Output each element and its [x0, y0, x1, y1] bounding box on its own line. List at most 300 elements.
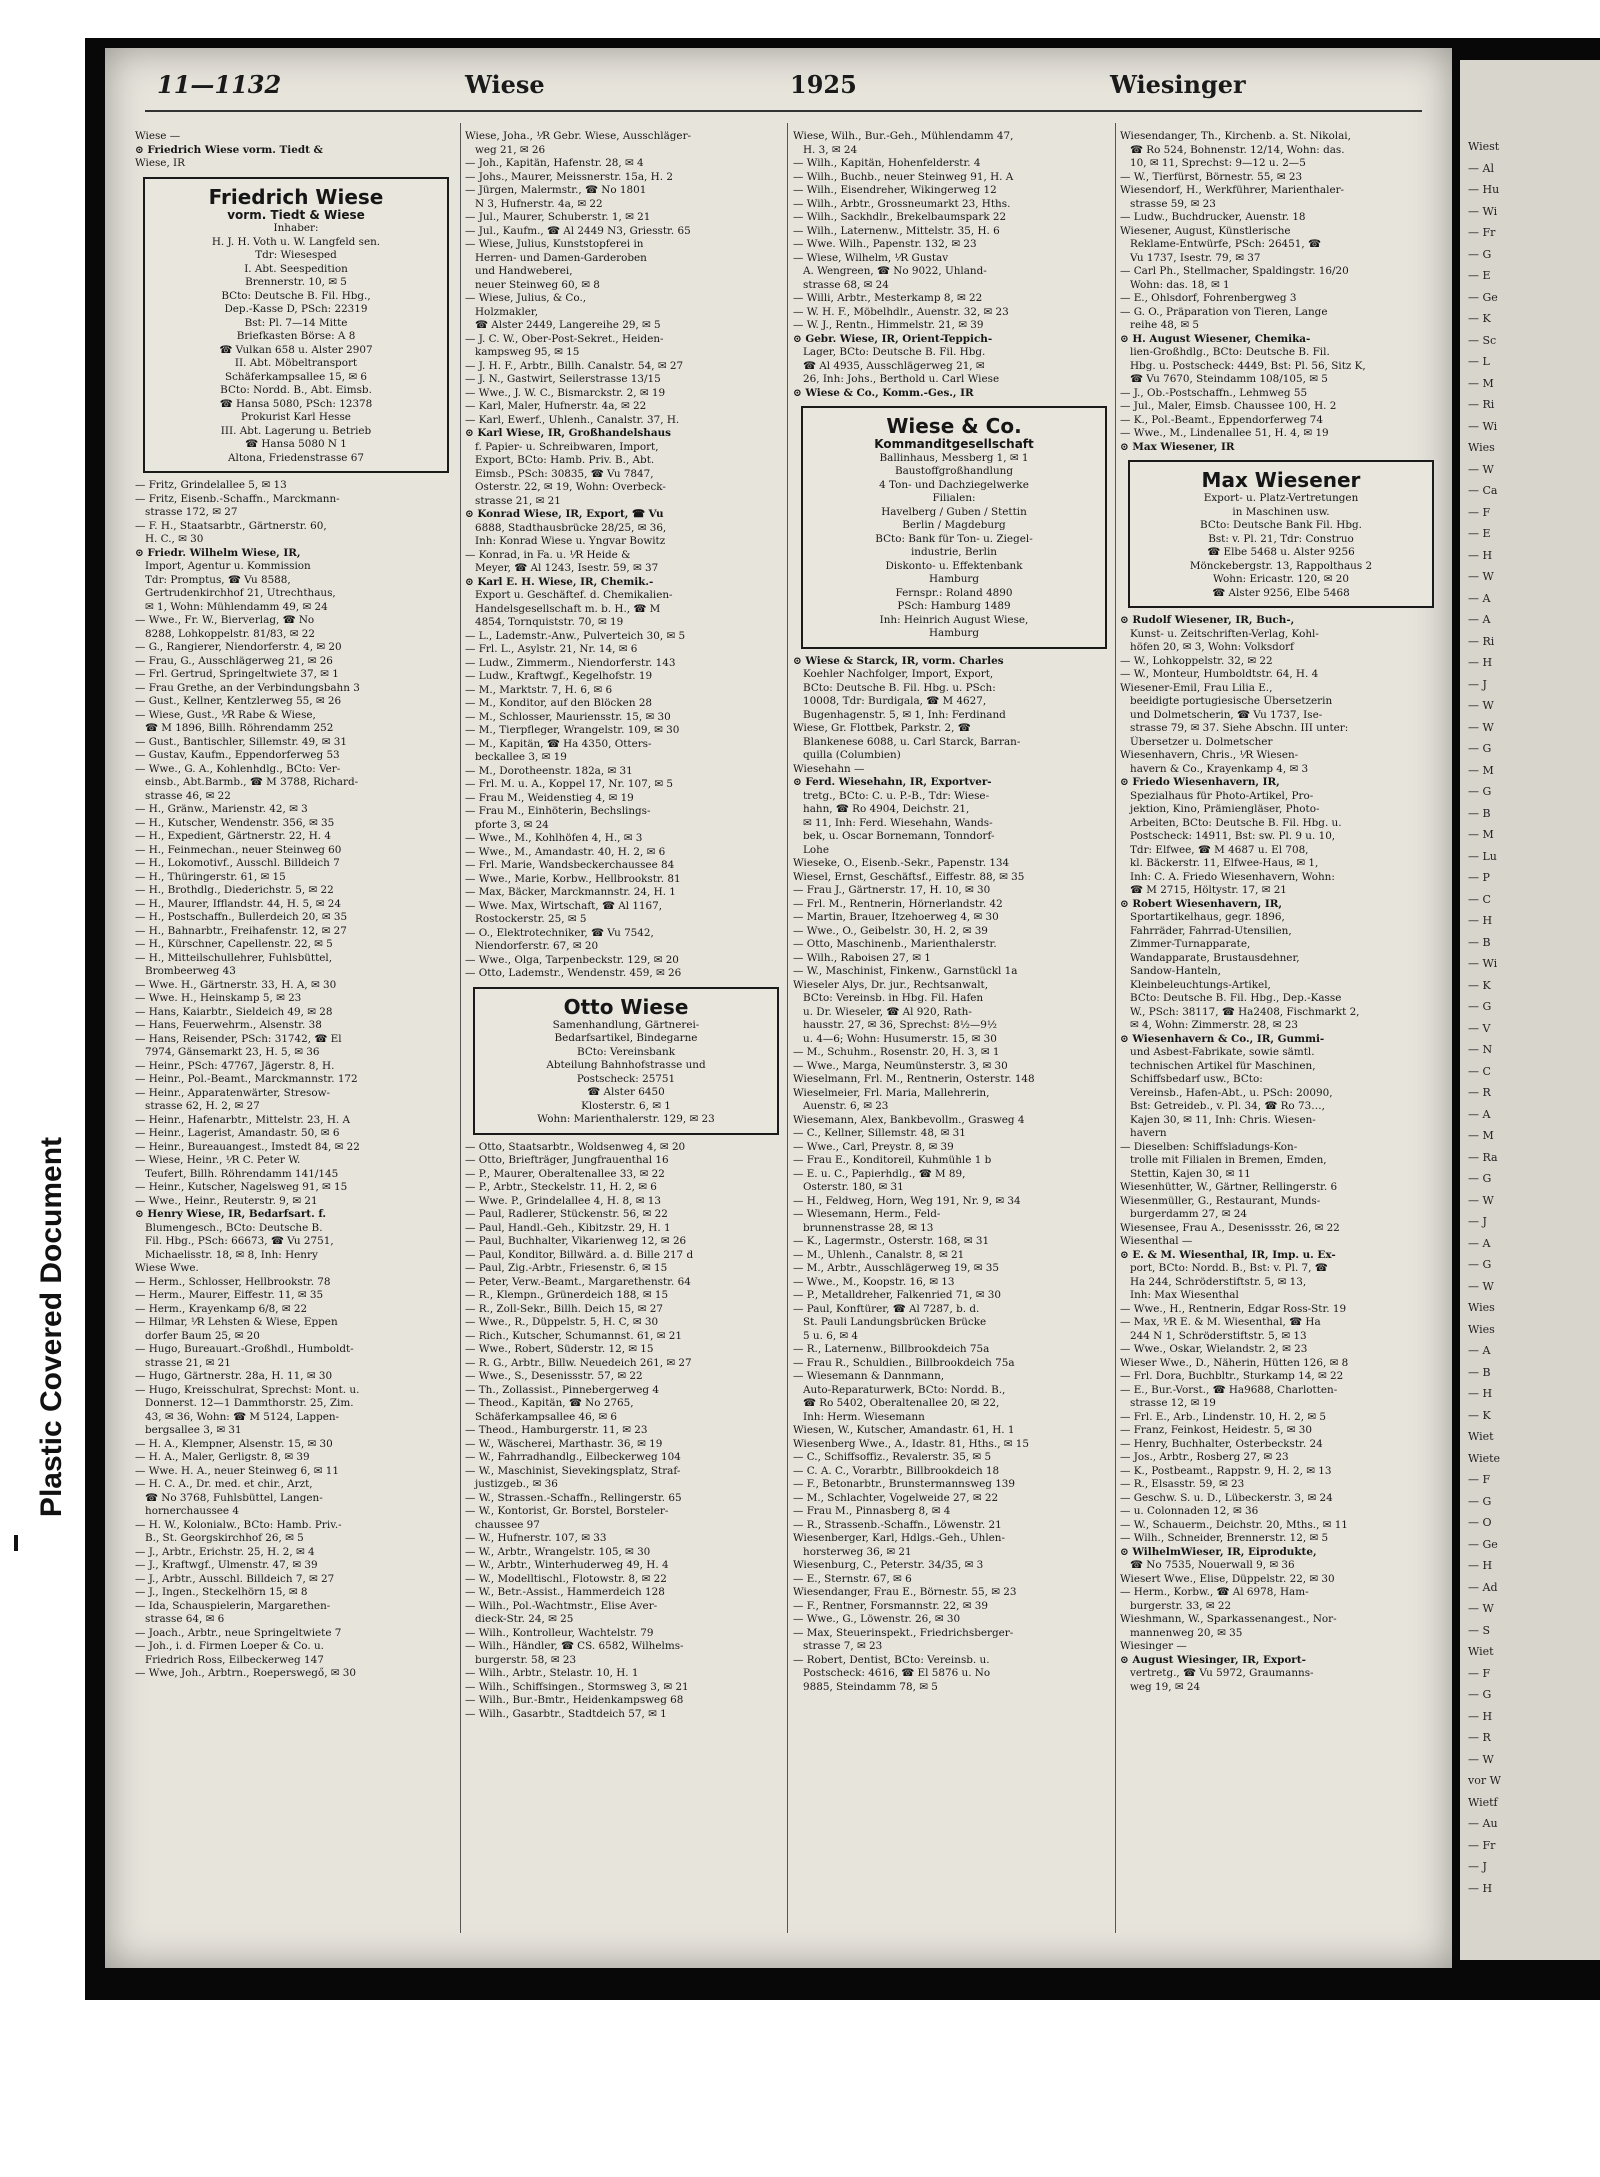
directory-entry-line: — W., Arbtr., Winterhuderweg 49, H. 4	[465, 1559, 669, 1571]
directory-entry-line: havern	[1130, 1127, 1167, 1139]
directory-entry-line: — H. A., Maler, Gerligstr. 8, ✉ 39	[135, 1451, 310, 1463]
ad-line: Ballinhaus, Messberg 1, ✉ 1	[879, 451, 1029, 464]
directory-entry-line: ⊙ WilhelmWieser, IR, Eiprodukte,	[1120, 1545, 1317, 1558]
directory-entry-line: — M., Marktstr. 7, H. 6, ✉ 6	[465, 683, 613, 696]
directory-entry-line: strasse 12, ✉ 19	[1130, 1397, 1216, 1409]
directory-entry-line: — H., Maurer, Ifflandstr. 44, H. 5, ✉ 24	[135, 897, 341, 910]
directory-entry-line: — W., Fahrradhandlg., Eilbeckerweg 104	[465, 1451, 681, 1463]
directory-entry-line: — Paul, Handl.-Geh., Kibitzstr. 29, H. 1	[465, 1221, 671, 1234]
directory-entry-line: strasse 21, ✉ 21	[145, 1356, 231, 1369]
adjacent-page-fragment: — H	[1468, 1881, 1493, 1895]
adjacent-page-fragment: — W	[1468, 1752, 1494, 1766]
directory-entry-line: — Heinr., Kutscher, Nagelsweg 91, ✉ 15	[135, 1181, 348, 1193]
directory-entry-line: neuer Steinweg 60, ✉ 8	[475, 278, 600, 291]
adjacent-page-fragment: — F	[1468, 1473, 1491, 1486]
directory-entry-line: ⊙ Wiesenhavern & Co., IR, Gummi-	[1120, 1032, 1325, 1045]
directory-entry-line: Blumengesch., BCto: Deutsche B.	[145, 1221, 323, 1234]
directory-entry-line: — Wwe., M., Koopstr. 16, ✉ 13	[793, 1275, 955, 1288]
directory-entry-line: — K., Postbeamt., Rappstr. 9, H. 2, ✉ 13	[1120, 1464, 1332, 1477]
directory-entry-line: Wiesel, Ernst, Geschäftsf., Eiffestr. 88, ✉ 35	[793, 870, 1025, 883]
directory-entry-line: — H., Thüringerstr. 61, ✉ 15	[135, 870, 286, 883]
column-4	[1120, 130, 1442, 1694]
directory-entry-line: — Franz, Feinkost, Heidestr. 5, ✉ 30	[1120, 1424, 1313, 1436]
directory-entry-line: — Wwe., Marga, Neumünsterstr. 3, ✉ 30	[793, 1059, 1008, 1072]
ad-line: Briefkasten Börse: A 8	[236, 330, 356, 342]
directory-entry-line: — Wilh., Arbtr., Stelastr. 10, H. 1	[465, 1667, 639, 1679]
directory-entry-line: — Herm., Maurer, Eiffestr. 11, ✉ 35	[135, 1289, 324, 1301]
ad-line: BCto: Bank für Ton- u. Ziegel-	[875, 532, 1033, 545]
directory-entry-line: — P., Maurer, Oberaltenallee 33, ✉ 22	[465, 1167, 665, 1180]
directory-entry-line: burgerstr. 33, ✉ 22	[1130, 1599, 1232, 1612]
directory-entry-line: — Frl. Dora, Buchbltr., Sturkamp 14, ✉ 22	[1120, 1370, 1344, 1382]
directory-entry-line: — Herm., Schlosser, Hellbrookstr. 78	[135, 1275, 331, 1288]
adjacent-page-fragment: — S	[1468, 1623, 1491, 1637]
directory-entry-line: ⊙ Friedrich Wiese vorm. Tiedt &	[135, 143, 323, 156]
directory-entry-line: ⊙ Wiese & Co., Komm.-Ges., IR	[793, 386, 974, 399]
directory-entry-line: — Wiese, Wilhelm, ⅟R Gustav	[793, 251, 949, 264]
directory-entry-line: — Wilh., Arbtr., Grossneumarkt 23, Hths.	[793, 197, 1011, 210]
directory-entry-line: — Heinr., Bureauangest., Imstedt 84, ✉ 22	[135, 1140, 360, 1153]
directory-entry-line: Wiese, Joha., ⅟R Gebr. Wiese, Ausschläger-	[465, 130, 692, 142]
directory-entry-line: — Hans, Kaiarbtr., Sieldeich 49, ✉ 28	[135, 1005, 333, 1018]
ad-line: Fernspr.: Roland 4890	[895, 586, 1013, 599]
directory-entry-line: — M., Schuhm., Rosenstr. 20, H. 3, ✉ 1	[793, 1046, 1000, 1058]
directory-entry-line: tretg., BCto: C. u. P.-B., Tdr: Wiese-	[803, 789, 990, 802]
ad-line: ☎ Elbe 5468 u. Alster 9256	[1207, 546, 1355, 558]
ad-line: Tdr: Wiesesped	[255, 249, 337, 261]
directory-entry-line: Wiese Wwe.	[135, 1262, 199, 1274]
directory-entry-line: — R., Laternenw., Billbrookdeich 75a	[793, 1343, 990, 1355]
directory-entry-line: — Paul, Radlerer, Stückenstr. 56, ✉ 22	[465, 1208, 668, 1220]
directory-entry-line: — M., Uhlenh., Canalstr. 8, ✉ 21	[793, 1248, 965, 1261]
directory-entry-line: — Frl. M. u. A., Koppel 17, Nr. 107, ✉ 5	[465, 778, 673, 790]
directory-entry-line: — Karl, Maler, Hufnerstr. 4a, ✉ 22	[465, 400, 647, 412]
directory-entry-line: und Dolmetscherin, ☎ Vu 1737, Ise-	[1130, 708, 1323, 721]
adjacent-page-fragment: — V	[1468, 1021, 1491, 1035]
directory-entry-line: — H., Mitteilschullehrer, Fuhlsbüttel,	[135, 951, 333, 964]
directory-entry-line: beeidigte portugiesische Übersetzerin	[1130, 695, 1333, 707]
directory-entry-line: — Hans, Reisender, PSch: 31742, ☎ El	[135, 1032, 342, 1045]
ad-line: ☎ Alster 6450	[587, 1086, 665, 1098]
directory-entry-line: W., PSch: 38117, ☎ Ha2408, Fischmarkt 2,	[1130, 1005, 1360, 1018]
directory-entry-line: — Geschw. S. u. D., Lübeckerstr. 3, ✉ 24	[1120, 1491, 1333, 1504]
directory-entry-line: chaussee 97	[475, 1518, 540, 1531]
directory-entry-line: Reklame-Entwürfe, PSch: 26451, ☎	[1130, 238, 1321, 250]
adjacent-page-fragment: — Wi	[1468, 419, 1498, 433]
ad-line: BCto: Deutsche Bank Fil. Hbg.	[1200, 519, 1362, 531]
directory-entry-line: Wiese, IR	[135, 157, 185, 169]
plastic-covered-label: Plastic Covered Document	[35, 1136, 68, 1518]
directory-entry-line: Niendorferstr. 67, ✉ 20	[475, 940, 599, 952]
directory-entry-line: — Ludw., Kraftwgf., Kegelhofstr. 19	[465, 670, 653, 682]
directory-entry-line: — Wwe., Heinr., Reuterstr. 9, ✉ 21	[135, 1194, 318, 1207]
directory-entry-line: ⊙ Henry Wiese, IR, Bedarfsart. f.	[135, 1208, 327, 1220]
directory-entry-line: Wiese, Gr. Flottbek, Parkstr. 2, ☎	[793, 722, 971, 734]
directory-entry-line: — Wilh., Schiffsingen., Stormsweg 3, ✉ 21	[465, 1680, 689, 1693]
ad-line: Filialen:	[932, 492, 976, 504]
adjacent-page-fragment: — R	[1468, 1731, 1491, 1744]
directory-entry-line: hornerchaussee 4	[145, 1505, 239, 1517]
ad-subtitle: vorm. Tiedt & Wiese	[227, 207, 365, 222]
adjacent-page-fragment: Wies	[1468, 441, 1495, 454]
directory-entry-line: Meyer, ☎ Al 1243, Isestr. 59, ✉ 37	[475, 562, 659, 574]
adjacent-page-fragment: — Ri	[1468, 634, 1495, 648]
adjacent-page-fragment: — G	[1468, 1258, 1492, 1271]
ad-line: Inhaber:	[273, 222, 319, 234]
adjacent-page-fragment: vor W	[1468, 1774, 1501, 1787]
adjacent-page-fragment: — K	[1468, 1408, 1491, 1422]
directory-entry-line: Vereinsb., Hafen-Abt., u. PSch: 20090,	[1130, 1086, 1333, 1099]
directory-entry-line: Arbeiten, BCto: Deutsche B. Fil. Hbg. u.	[1130, 816, 1342, 829]
directory-entry-line: hausstr. 27, ✉ 36, Sprechst: 8½—9½	[803, 1019, 997, 1031]
directory-entry-line: ⊙ E. & M. Wiesenthal, IR, Imp. u. Ex-	[1120, 1248, 1336, 1261]
directory-entry-line: — Wwe., Marie, Korbw., Hellbrookstr. 81	[465, 872, 681, 885]
directory-entry-line: ⊙ Ferd. Wiesehahn, IR, Exportver-	[793, 776, 992, 788]
adjacent-page-fragment: — Ra	[1468, 1150, 1498, 1164]
directory-entry-line: — P., Arbtr., Steckelstr. 11, H. 2, ✉ 6	[465, 1181, 657, 1193]
directory-entry-line: — Herm., Korbw., ☎ Al 6978, Ham-	[1120, 1586, 1309, 1598]
ad-title: Otto Wiese	[563, 994, 689, 1019]
adjacent-page-fragment: — W	[1468, 570, 1494, 583]
directory-entry-line: Rostockerstr. 25, ✉ 5	[475, 913, 587, 925]
directory-entry-line: — W., Strassen.-Schaffn., Rellingerstr. 65	[465, 1491, 682, 1504]
ad-line: III. Abt. Lagerung u. Betrieb	[220, 424, 372, 437]
directory-entry-line: Gertrudenkirchhof 21, Utrechthaus,	[145, 587, 336, 599]
directory-entry-line: — Frau M., Weidenstieg 4, ✉ 19	[465, 791, 634, 804]
directory-entry-line: Wiese, Wilh., Bur.-Geh., Mühlendamm 47,	[793, 130, 1014, 142]
directory-entry-line: — Fritz, Eisenb.-Schaffn., Marckmann-	[135, 492, 340, 505]
adjacent-page-fragment: — W	[1468, 1602, 1494, 1615]
directory-entry-line: — J., Ob.-Postschaffn., Lehmweg 55	[1120, 386, 1308, 399]
ad-line: Inh: Heinrich August Wiese,	[879, 613, 1029, 626]
directory-entry-line: — Wiese, Julius, & Co.,	[465, 292, 587, 304]
adjacent-page-fragment: — H	[1468, 548, 1493, 562]
directory-entry-line: — J. H. F., Arbtr., Billh. Canalstr. 54, ✉ 27	[465, 359, 684, 372]
directory-entry-line: ☎ Ro 5402, Oberaltenallee 20, ✉ 22,	[803, 1397, 1000, 1409]
ad-line: PSch: Hamburg 1489	[897, 600, 1011, 612]
directory-entry-line: Wiesenmüller, G., Restaurant, Munds-	[1120, 1194, 1321, 1207]
ad-line: ☎ Vulkan 658 u. Alster 2907	[219, 343, 373, 356]
directory-entry-line: Kunst- u. Zeitschriften-Verlag, Kohl-	[1130, 627, 1319, 640]
ad-line: industrie, Berlin	[910, 546, 997, 558]
ad-line: Hamburg	[928, 627, 980, 639]
directory-entry-line: 26, Inh: Johs., Berthold u. Carl Wiese	[803, 373, 1000, 385]
ad-line: Samenhandlung, Gärtnerei-	[552, 1018, 700, 1031]
directory-entry-line: — J., Kraftwgf., Ulmenstr. 47, ✉ 39	[135, 1559, 318, 1571]
directory-entry-line: — W., Maschinist, Finkenw., Garnstückl 1a	[793, 965, 1018, 977]
directory-entry-line: 244 N 1, Schröderstiftstr. 5, ✉ 13	[1130, 1329, 1307, 1342]
directory-entry-line: — Frl. M., Rentnerin, Hörnerlandstr. 42	[793, 897, 1003, 910]
edge-tick-mark	[14, 1535, 18, 1551]
directory-entry-line: Koehler Nachfolger, Import, Export,	[803, 668, 994, 680]
directory-page	[105, 48, 1452, 1968]
directory-entry-line: — Gust., Kellner, Kentzlerweg 55, ✉ 26	[135, 695, 342, 707]
directory-entry-line: Fahrräder, Fahrrad-Utensilien,	[1130, 924, 1292, 937]
directory-entry-line: — Wwe., M., Amandastr. 40, H. 2, ✉ 6	[465, 845, 666, 858]
ad-line: ☎ Hansa 5080 N 1	[245, 438, 347, 450]
page-number: 11—1132	[157, 70, 282, 99]
directory-entry-line: — Ida, Schauspielerin, Margarethen-	[135, 1599, 331, 1612]
ad-line: Abteilung Bahnhofstrasse und	[546, 1059, 706, 1071]
directory-entry-line: havern & Co., Krayenkamp 4, ✉ 3	[1130, 762, 1309, 775]
directory-entry-line: — R. G., Arbtr., Billw. Neuedeich 261, ✉ 27	[465, 1356, 692, 1369]
adjacent-page-fragment: — R	[1468, 1086, 1491, 1099]
ad-line: Brennerstr. 10, ✉ 5	[245, 276, 347, 288]
directory-entry-line: Übersetzer u. Dolmetscher	[1130, 735, 1273, 748]
directory-entry-line: weg 21, ✉ 26	[475, 143, 546, 156]
ad-title: Friedrich Wiese	[208, 184, 384, 209]
directory-entry-line: Kleinbeleuchtungs-Artikel,	[1130, 978, 1271, 991]
adjacent-page-fragment: Wies	[1468, 1301, 1495, 1314]
directory-entry-line: — Gustav, Kaufm., Eppendorferweg 53	[135, 749, 340, 761]
directory-entry-line: — Wwe., M., Kohlhöfen 4, H., ✉ 3	[465, 832, 643, 844]
directory-entry-line: Wiesen, W., Kutscher, Amandastr. 61, H. 1	[793, 1424, 1015, 1436]
directory-entry-line: reihe 48, ✉ 5	[1130, 319, 1200, 331]
column-2	[465, 130, 787, 1721]
ad-line: H. J. H. Voth u. W. Langfeld sen.	[211, 235, 381, 248]
ad-line: Bst: Pl. 7—14 Mitte	[244, 316, 348, 329]
directory-entry-line: — Frau M., Pinnasberg 8, ✉ 4	[793, 1505, 951, 1517]
adjacent-page-strip	[1460, 60, 1600, 1960]
ad-line: BCto: Vereinsbank	[576, 1045, 675, 1058]
adjacent-page-fragment: — A	[1468, 1236, 1491, 1250]
directory-entry-line: — Jürgen, Malermstr., ☎ No 1801	[465, 184, 647, 196]
ad-line: Berlin / Magdeburg	[902, 519, 1006, 531]
directory-entry-line: — M., Schlachter, Vogelweide 27, ✉ 22	[793, 1491, 999, 1504]
directory-entry-line: — G. O., Präparation von Tieren, Lange	[1120, 305, 1328, 318]
directory-entry-line: — Joach., Arbtr., neue Springeltwiete 7	[135, 1626, 342, 1639]
directory-entry-line: Wiesendorf, H., Werkführer, Marienthaler-	[1120, 184, 1345, 196]
directory-entry-line: — Carl Ph., Stellmacher, Spaldingstr. 16/20	[1120, 265, 1349, 277]
directory-entry-line: — C., Kellner, Sillemstr. 48, ✉ 31	[793, 1127, 966, 1139]
directory-entry-line: — Wwe. H., Heinskamp 5, ✉ 23	[135, 992, 302, 1004]
adjacent-page-fragment: — H	[1468, 914, 1493, 927]
adjacent-page-fragment: — A	[1468, 591, 1491, 605]
directory-entry-line: Osterstr. 22, ✉ 19, Wohn: Overbeck-	[475, 481, 666, 493]
directory-entry-line: — J., Arbtr., Ausschl. Billdeich 7, ✉ 27	[135, 1572, 335, 1585]
adjacent-page-fragment: — C	[1468, 892, 1491, 906]
directory-entry-line: ⊙ Rudolf Wiesener, IR, Buch-,	[1120, 614, 1295, 626]
directory-entry-line: — F., Betonarbtr., Brunstermannsweg 139	[793, 1478, 1016, 1490]
directory-entry-line: — Joh., i. d. Firmen Loeper & Co. u.	[135, 1640, 324, 1652]
directory-entry-line: — Theod., Hamburgerstr. 11, ✉ 23	[465, 1424, 648, 1436]
directory-entry-line: Hbg. u. Postscheck: 4449, Bst: Pl. 56, Sitz K,	[1130, 359, 1366, 372]
advertisement-box	[801, 406, 1107, 649]
directory-entry-line: — Jul., Maurer, Schuberstr. 1, ✉ 21	[465, 211, 651, 223]
directory-entry-line: Wiesenthal —	[1120, 1235, 1193, 1247]
directory-entry-line: — Wwe., Oskar, Wielandstr. 2, ✉ 23	[1120, 1343, 1308, 1355]
directory-entry-line: — H., Postschaffn., Bullerdeich 20, ✉ 35	[135, 911, 348, 923]
directory-entry-line: Inh: C. A. Friedo Wiesenhavern, Wohn:	[1130, 870, 1335, 883]
directory-entry-line: ☎ Ro 524, Bohnenstr. 12/14, Wohn: das.	[1130, 143, 1345, 156]
directory-entry-line: — Wwe., M., Lindenallee 51, H. 4, ✉ 19	[1120, 427, 1329, 439]
adjacent-page-fragment: — H	[1468, 1709, 1493, 1723]
directory-entry-line: — Paul, Zig.-Arbtr., Friesenstr. 6, ✉ 15	[465, 1262, 668, 1274]
directory-entry-line: — Heinr., PSch: 47767, Jägerstr. 8, H.	[135, 1059, 335, 1072]
directory-entry-line: — Wwe., G., Löwenstr. 26, ✉ 30	[793, 1613, 961, 1625]
directory-entry-line: Wiesenberg Wwe., A., Idastr. 81, Hths., ✉ 15	[793, 1437, 1030, 1450]
column-divider	[787, 123, 788, 1933]
adjacent-page-fragment: — Ad	[1468, 1580, 1498, 1594]
directory-entry-line: ⊙ Friedr. Wilhelm Wiese, IR,	[135, 546, 301, 559]
adjacent-page-fragment: — G	[1468, 247, 1492, 261]
directory-entry-line: — Frl. L., Asylstr. 21, Nr. 14, ✉ 6	[465, 643, 638, 655]
directory-entry-line: — Johs., Maurer, Meissnerstr. 15a, H. 2	[465, 170, 673, 183]
ad-line: Schäferkampsallee 15, ✉ 6	[224, 370, 367, 383]
adjacent-page-fragment: — Wi	[1468, 204, 1498, 218]
directory-entry-line: — Wwe. P., Grindelallee 4, H. 8, ✉ 13	[465, 1194, 661, 1207]
directory-entry-line: — Otto, Maschinenb., Marienthalerstr.	[793, 938, 997, 950]
directory-entry-line: — Rich., Kutscher, Schumannst. 61, ✉ 21	[465, 1329, 683, 1342]
adjacent-page-fragment: Wiete	[1468, 1451, 1501, 1465]
directory-entry-line: f. Papier- u. Schreibwaren, Import,	[475, 440, 659, 453]
directory-entry-line: — J. N., Gastwirt, Seilerstrasse 13/15	[465, 373, 661, 385]
directory-entry-line: — H., Feinmechan., neuer Steinweg 60	[135, 843, 342, 856]
directory-entry-line: — Frau R., Schuldien., Billbrookdeich 75a	[793, 1356, 1015, 1369]
adjacent-page-fragment: — H	[1468, 656, 1493, 669]
adjacent-page-fragment: — N	[1468, 1043, 1493, 1056]
directory-entry-line: — M., Tierpfleger, Wrangelstr. 109, ✉ 30	[465, 724, 680, 736]
directory-entry-line: — Wiese, Julius, Kunststopferei in	[465, 238, 644, 250]
directory-entry-line: Holzmakler,	[475, 305, 539, 318]
directory-entry-line: — Jul., Kaufm., ☎ Al 2449 N3, Griesstr. 65	[465, 224, 691, 237]
directory-entry-line: ⊙ Karl E. H. Wiese, IR, Chemik.-	[465, 575, 654, 588]
directory-entry-line: — Wwe., H., Rentnerin, Edgar Ross-Str. 19	[1120, 1302, 1347, 1315]
directory-entry-line: — Wilh., Kapitän, Hohenfelderstr. 4	[793, 157, 981, 169]
directory-entry-line: — W. J., Rentn., Himmelstr. 21, ✉ 39	[793, 319, 984, 331]
directory-entry-line: u. 4—6; Wohn: Husumerstr. 15, ✉ 30	[803, 1032, 997, 1045]
directory-entry-line: — Wiese, Heinr., ⅟R C. Peter W.	[135, 1154, 301, 1166]
adjacent-page-fragment: — P	[1468, 871, 1490, 884]
directory-entry-line: Fil. Hbg., PSch: 66673, ☎ Vu 2751,	[145, 1235, 334, 1247]
ad-title: Wiese & Co.	[886, 414, 1022, 438]
directory-entry-line: Sandow-Hanteln,	[1130, 965, 1221, 977]
directory-entry-line: — Robert, Dentist, BCto: Vereinsb. u.	[793, 1653, 990, 1666]
directory-entry-line: Wieshmann, W., Sparkassenangest., Nor-	[1120, 1613, 1337, 1625]
directory-entry-line: strasse 68, ✉ 24	[803, 278, 889, 291]
directory-entry-line: B., St. Georgskirchhof 26, ✉ 5	[145, 1532, 304, 1544]
directory-entry-line: ✉ 4, Wohn: Zimmerstr. 28, ✉ 23	[1130, 1019, 1299, 1031]
directory-entry-line: — H., Expedient, Gärtnerstr. 22, H. 4	[135, 830, 331, 842]
adjacent-page-fragment: — A	[1468, 1344, 1491, 1357]
directory-entry-line: — Willi, Arbtr., Mesterkamp 8, ✉ 22	[793, 292, 983, 304]
directory-entry-line: Wiesinger —	[1120, 1640, 1187, 1652]
directory-entry-line: — Wwe., J. W. C., Bismarckstr. 2, ✉ 19	[465, 386, 666, 399]
adjacent-page-fragment: — G	[1468, 742, 1492, 755]
directory-entry-line: strasse 62, H. 2, ✉ 27	[145, 1100, 260, 1112]
directory-entry-line: 9885, Steindamm 78, ✉ 5	[803, 1680, 938, 1693]
directory-entry-line: — Wilh., Schneider, Brennerstr. 12, ✉ 5	[1120, 1532, 1329, 1544]
directory-entry-line: mannenweg 20, ✉ 35	[1130, 1626, 1243, 1639]
ad-line: Diskonto- u. Effektenbank	[885, 559, 1023, 572]
directory-entry-line: — Otto, Briefträger, Jungfrauenthal 16	[465, 1154, 669, 1166]
directory-entry-line: Postscheck: 14911, Bst: sw. Pl. 9 u. 10,	[1130, 830, 1336, 842]
directory-entry-line: 5 u. 6, ✉ 4	[803, 1329, 859, 1342]
directory-entry-line: Tdr: Promptus, ☎ Vu 8588,	[145, 573, 291, 586]
adjacent-page-fragment: Wies	[1468, 1322, 1495, 1336]
directory-entry-line: — L., Lademstr.-Anw., Pulverteich 30, ✉ 5	[465, 629, 686, 642]
directory-entry-line: höfen 20, ✉ 3, Wohn: Volksdorf	[1130, 641, 1294, 653]
directory-entry-line: — O., Elektrotechniker, ☎ Vu 7542,	[465, 926, 654, 939]
directory-entry-line: Blankenese 6088, u. Carl Starck, Barran-	[803, 735, 1021, 748]
directory-entry-line: — Max, Bäcker, Marckmannstr. 24, H. 1	[465, 886, 676, 898]
directory-entry-line: Wiesendanger, Th., Kirchenb. a. St. Nikolai,	[1120, 130, 1351, 142]
advertisement-box	[1128, 460, 1434, 608]
directory-entry-line: ✉ 1, Wohn: Mühlendamm 49, ✉ 24	[145, 600, 328, 613]
directory-entry-line: lien-Großhdlg., BCto: Deutsche B. Fil.	[1130, 346, 1330, 358]
adjacent-page-fragment: — B	[1468, 1365, 1491, 1379]
directory-entry-line: — Wiesemann, Herm., Feld-	[793, 1208, 941, 1220]
directory-entry-line: — Karl, Ewerf., Uhlenh., Canalstr. 37, H.	[465, 413, 680, 426]
directory-entry-line: — R., Elsasstr. 59, ✉ 23	[1120, 1478, 1245, 1490]
directory-entry-line: — Jos., Arbtr., Rosberg 27, ✉ 23	[1120, 1451, 1289, 1463]
directory-entry-line: Vu 1737, Isestr. 79, ✉ 37	[1130, 251, 1261, 264]
directory-entry-line: Wieseke, O., Eisenb.-Sekr., Papenstr. 134	[793, 857, 1010, 869]
directory-entry-line: horsterweg 36, ✉ 21	[803, 1545, 912, 1558]
ad-line: I. Abt. Seespedition	[244, 262, 348, 275]
directory-entry-line: — W. H. F., Möbelhdlr., Auenstr. 32, ✉ 23	[793, 305, 1009, 318]
directory-entry-line: — J. C. W., Ober-Post-Sekret., Heiden-	[465, 332, 664, 345]
directory-entry-line: Wiesenhütter, W., Gärtner, Rellingerstr. 6	[1120, 1181, 1338, 1193]
directory-entry-line: — Paul, Konftürer, ☎ Al 7287, b. d.	[793, 1302, 980, 1315]
directory-entry-line: ⊙ Gebr. Wiese, IR, Orient-Teppich-	[793, 332, 993, 345]
directory-entry-line: strasse 46, ✉ 22	[145, 789, 231, 802]
ad-subtitle: Kommanditgesellschaft	[874, 437, 1034, 451]
directory-entry-line: Schäferkampsallee 46, ✉ 6	[475, 1410, 618, 1423]
directory-entry-line: — M., Arbtr., Ausschlägerweg 19, ✉ 35	[793, 1262, 999, 1274]
directory-entry-line: 10008, Tdr: Burdigala, ☎ M 4627,	[803, 695, 987, 707]
directory-entry-line: — Hugo, Gärtnerstr. 28a, H. 11, ✉ 30	[135, 1370, 333, 1382]
directory-entry-line: — Wwe., R., Düppelstr. 5, H. C, ✉ 30	[465, 1316, 659, 1328]
directory-entry-line: — W., Modelltischl., Flotowstr. 8, ✉ 22	[465, 1572, 667, 1585]
directory-entry-line: — Wwe. H. A., neuer Steinweg 6, ✉ 11	[135, 1464, 339, 1477]
adjacent-page-fragment: — W	[1468, 720, 1494, 734]
directory-entry-line: strasse 21, ✉ 21	[475, 494, 561, 507]
ad-line: Baustoffgroßhandlung	[894, 465, 1014, 477]
directory-entry-line: Export, BCto: Hamb. Priv. B., Abt.	[475, 454, 655, 466]
adjacent-page-fragment: — W	[1468, 1193, 1494, 1207]
directory-entry-line: ☎ Vu 7670, Steindamm 108/105, ✉ 5	[1130, 373, 1328, 385]
directory-entry-line: — Frau Grethe, an der Verbindungsbahn 3	[135, 681, 360, 694]
directory-entry-line: — Frau J., Gärtnerstr. 17, H. 10, ✉ 30	[793, 884, 991, 896]
adjacent-page-fragment: — A	[1468, 1107, 1491, 1121]
directory-entry-line: — Heinr., Apparatenwärter, Stresow-	[135, 1086, 331, 1099]
ad-line: Export- u. Platz-Vertretungen	[1203, 492, 1359, 504]
directory-entry-line: Zimmer-Turnapparate,	[1130, 938, 1251, 950]
header-left-word: Wiese	[465, 70, 545, 99]
directory-entry-line: — Herm., Krayenkamp 6/8, ✉ 22	[135, 1302, 308, 1315]
ad-line: Wohn: Ericastr. 120, ✉ 20	[1213, 573, 1349, 585]
ad-line: BCto: Nordd. B., Abt. Eimsb.	[220, 384, 372, 396]
directory-entry-line: — Joh., Kapitän, Hafenstr. 28, ✉ 4	[465, 157, 644, 169]
adjacent-page-fragment: — K	[1468, 978, 1491, 992]
directory-entry-line: Tdr: Elfwee, ☎ M 4687 u. El 708,	[1130, 843, 1309, 856]
directory-entry-line: Wiesener-Emil, Frau Lilia E.,	[1120, 681, 1273, 694]
adjacent-page-fragment: — O	[1468, 1516, 1492, 1529]
directory-entry-line: 8288, Lohkoppelstr. 81/83, ✉ 22	[145, 627, 315, 640]
ad-line: Wohn: Marienthalerstr. 129, ✉ 23	[537, 1113, 715, 1125]
adjacent-page-fragment: — G	[1468, 785, 1492, 798]
directory-entry-line: ⊙ Friedo Wiesenhavern, IR,	[1120, 776, 1280, 788]
directory-entry-line: — Jul., Maler, Eimsb. Chaussee 100, H. 2	[1120, 400, 1337, 412]
adjacent-page-fragment: — F	[1468, 1666, 1491, 1680]
directory-entry-line: dieck-Str. 24, ✉ 25	[475, 1613, 574, 1625]
directory-entry-line: ⊙ H. August Wiesener, Chemika-	[1120, 332, 1311, 345]
directory-entry-line: — Wilh., Händler, ☎ CS. 6582, Wilhelms-	[465, 1640, 684, 1652]
directory-entry-line: — W., Hufnerstr. 107, ✉ 33	[465, 1532, 607, 1544]
directory-entry-line: ☎ Al 4935, Ausschlägerweg 21, ✉	[803, 359, 985, 372]
directory-entry-line: dorfer Baum 25, ✉ 20	[145, 1329, 260, 1342]
